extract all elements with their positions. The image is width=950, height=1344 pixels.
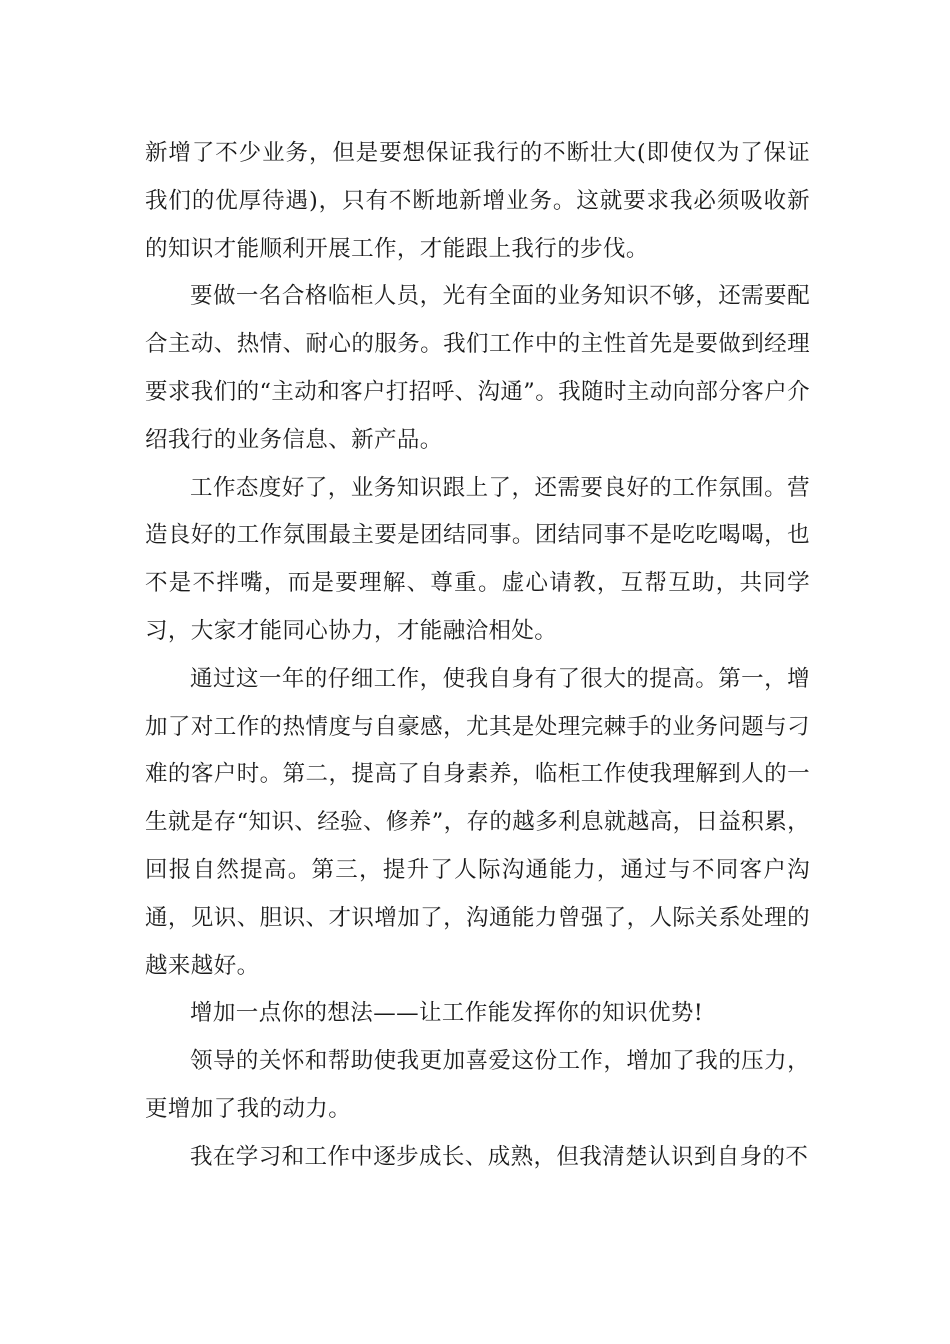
paragraph-7: 我在学习和工作中逐步成长、成熟，但我清楚认识到自身的不: [190, 1143, 809, 1170]
document-body: [145, 130, 810, 1182]
paragraph-3: 工作态度好了，业务知识跟上了，还需要良好的工作氛围。营造良好的工作氛围最主要是团结同事。团结同事不是吃吃喝喝，也不是不拌嘴，而是要理解、尊重。虚心请教，互帮互助，共同学习，大家才能同心协力，才能融洽相处。: [145, 474, 810, 644]
paragraph-4: 通过这一年的仔细工作，使我自身有了很大的提高。第一，增加了对工作的热情度与自豪感，尤其是处理完棘手的业务问题与刁难的客户时。第二，提高了自身素养，临柜工作使我理解到人的一生就是存“知识、经验、修养”，存的越多利息就越高，日益积累，回报自然提高。第三，提升了人际沟通能力，通过与不同客户沟通，见识、胆识、才识增加了，沟通能力曾强了，人际关系处理的越来越好。: [145, 665, 811, 979]
paragraph-2: 要做一名合格临柜人员，光有全面的业务知识不够，还需要配合主动、热情、耐心的服务。我们工作中的主性首先是要做到经理要求我们的“主动和客户打招呼、沟通”。我随时主动向部分客户介绍我行的业务信息、新产品。: [145, 283, 811, 453]
paragraph-1: 新增了不少业务，但是要想保证我行的不断壮大(即使仅为了保证我们的优厚待遇)，只有不断地新增业务。这就要求我必须吸收新的知识才能顺利开展工作，才能跟上我行的步伐。: [145, 140, 810, 262]
paragraph-5: 增加一点你的想法——让工作能发挥你的知识优势!: [190, 1000, 704, 1027]
paragraph-6: 领导的关怀和帮助使我更加喜爱这份工作，增加了我的压力，更增加了我的动力。: [145, 1048, 810, 1122]
